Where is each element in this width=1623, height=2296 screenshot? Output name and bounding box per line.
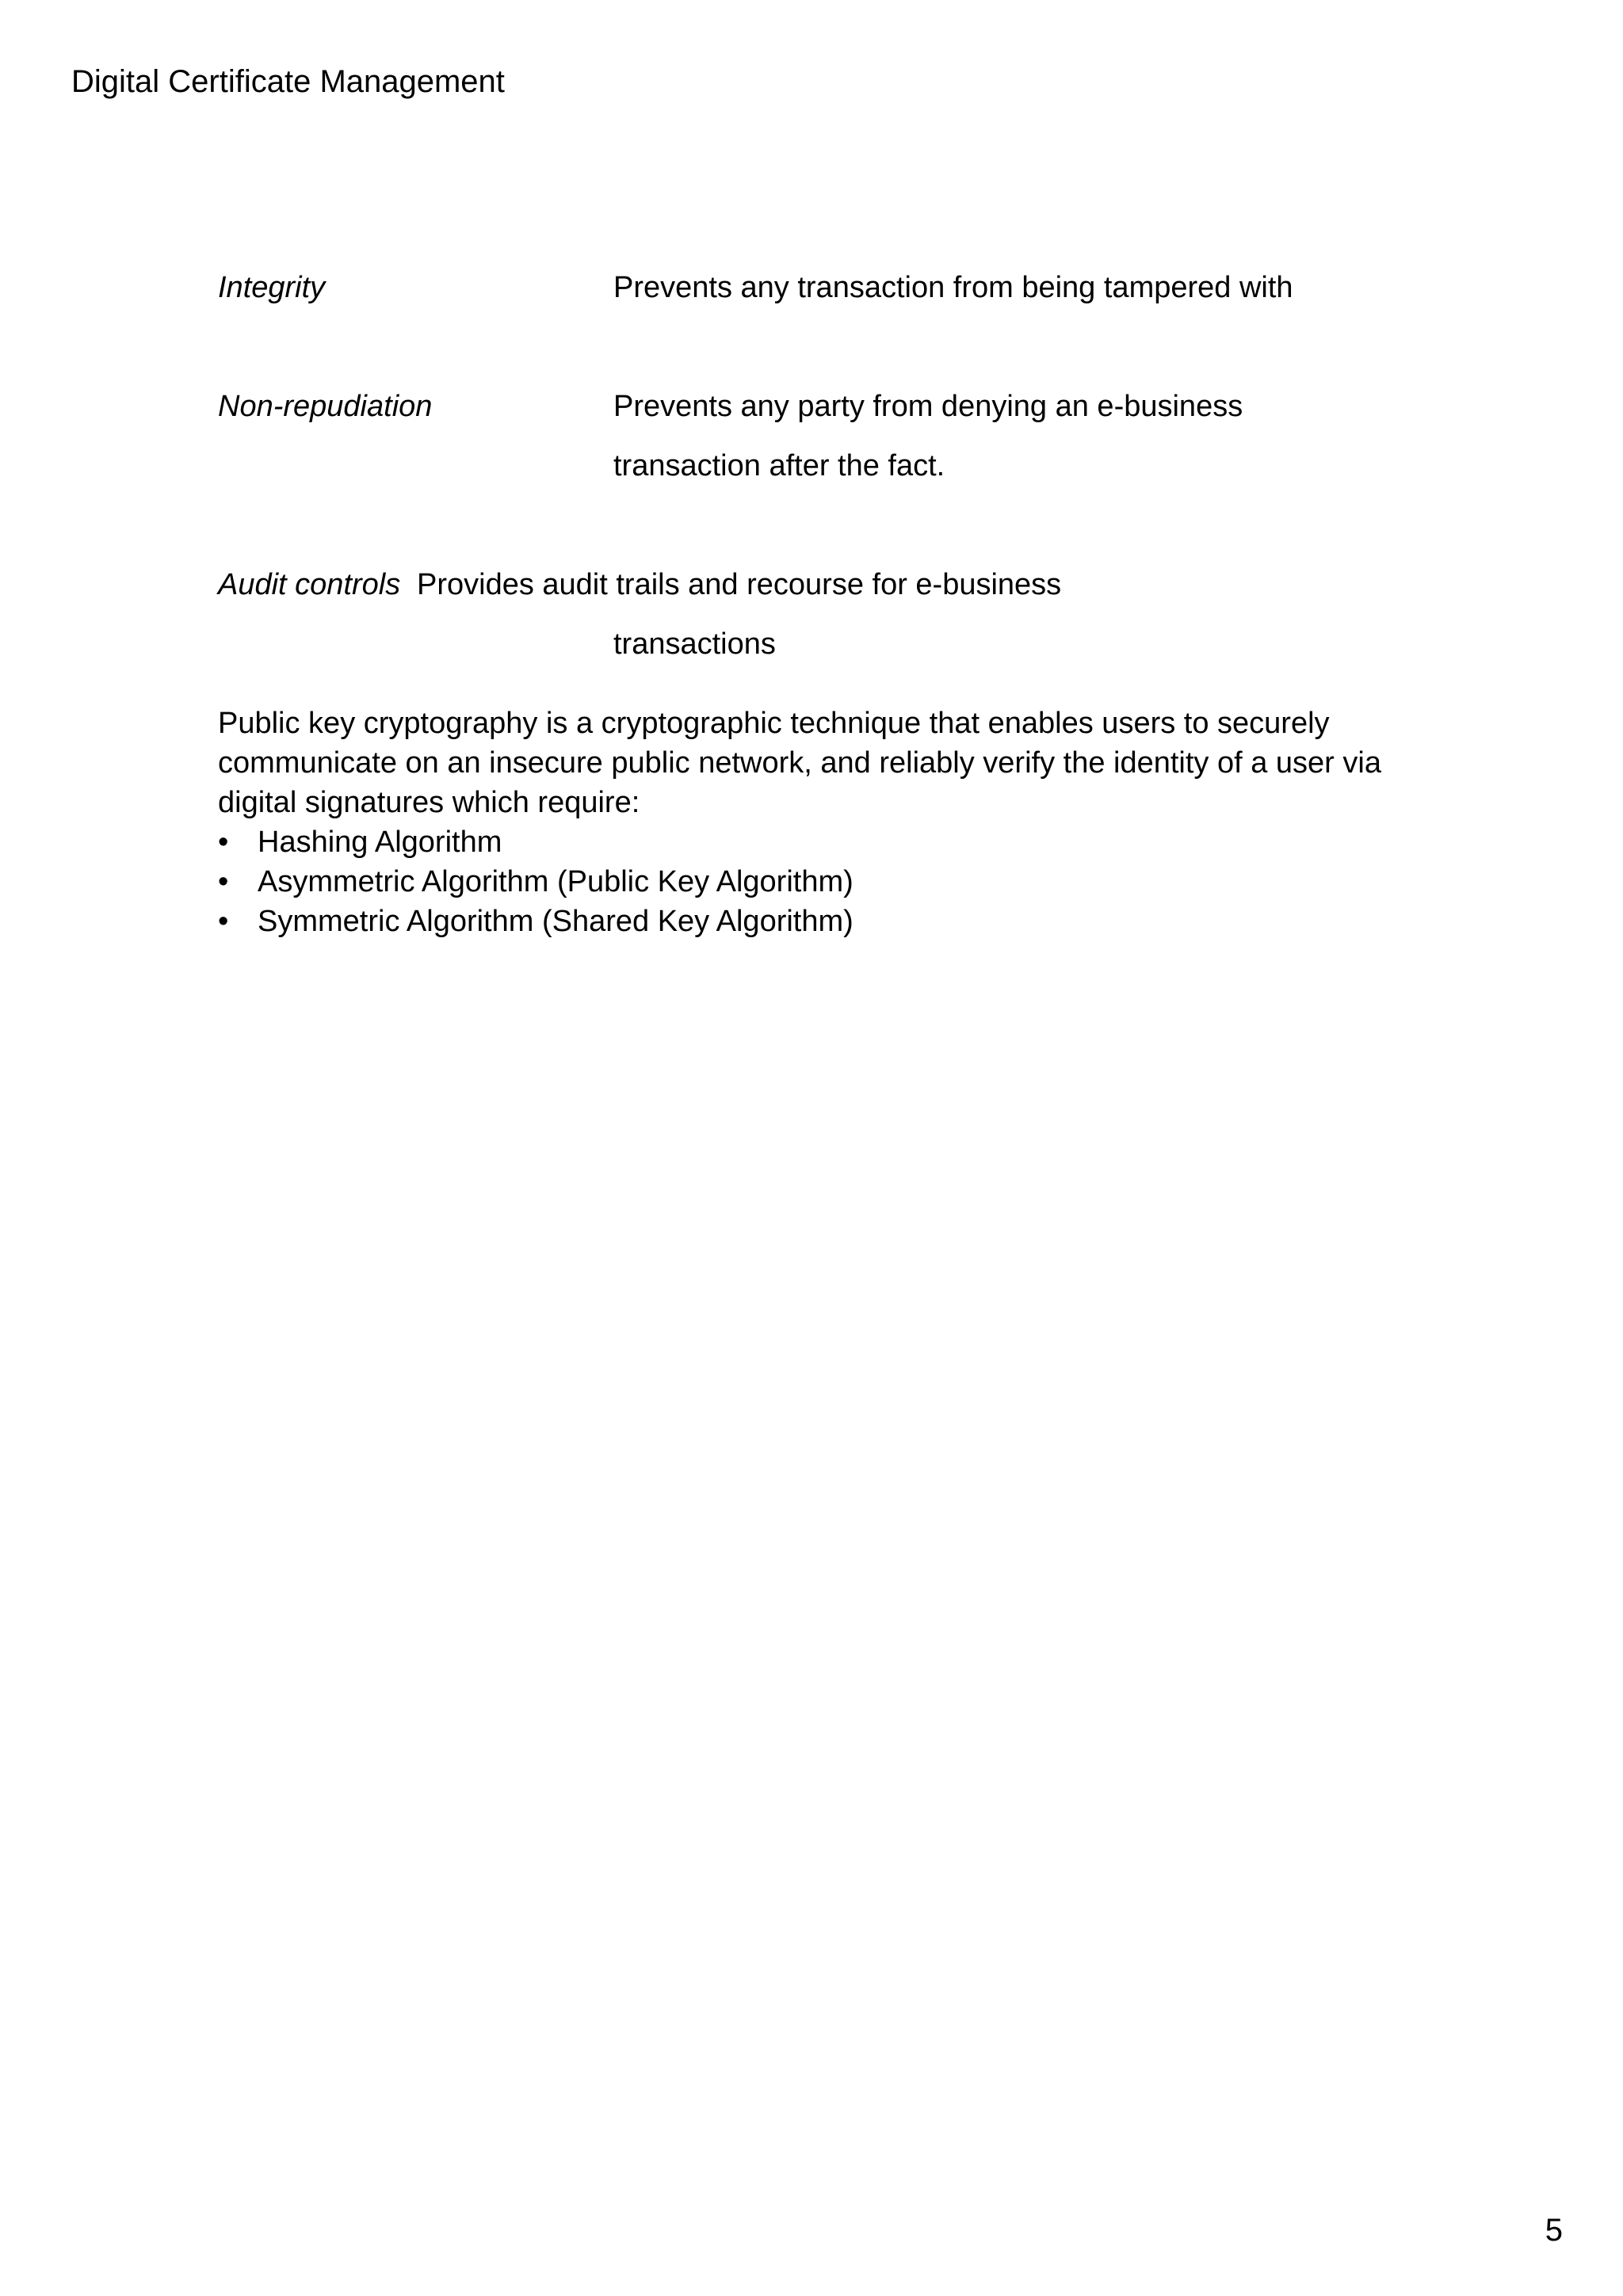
term-label: Non-repudiation bbox=[218, 390, 433, 423]
term-label: Integrity bbox=[218, 271, 326, 304]
term-description: Prevents any transaction from being tampered with bbox=[613, 271, 1293, 304]
list-item bbox=[218, 862, 1454, 902]
body-paragraph: Public key cryptography is a cryptographic technique that enables users to securely communicate on an insecure public network, and reliably verify the identity of a user via digital signatures which require: bbox=[218, 707, 1381, 819]
list-item-text: Asymmetric Algorithm (Public Key Algorithm) bbox=[258, 865, 854, 898]
term-description-continued: transactions bbox=[613, 627, 776, 661]
bullet-icon: • bbox=[218, 865, 229, 898]
page-number: 5 bbox=[1545, 2213, 1563, 2248]
list-item bbox=[218, 902, 1454, 941]
list-item-text: Symmetric Algorithm (Shared Key Algorithm) bbox=[258, 905, 854, 938]
bullet-icon: • bbox=[218, 826, 229, 859]
term-description-continued: transaction after the fact. bbox=[613, 449, 945, 482]
term-description: Provides audit trails and recourse for e-business bbox=[417, 568, 1062, 601]
body-section bbox=[218, 704, 1454, 941]
bullet-icon: • bbox=[218, 905, 229, 938]
list-item-text: Hashing Algorithm bbox=[258, 826, 502, 859]
term-label: Audit controls bbox=[218, 568, 401, 601]
list-item bbox=[218, 822, 1454, 862]
bullet-list bbox=[218, 822, 1454, 941]
page-header-title: Digital Certificate Management bbox=[71, 64, 505, 99]
term-description: Prevents any party from denying an e-business bbox=[613, 390, 1243, 423]
